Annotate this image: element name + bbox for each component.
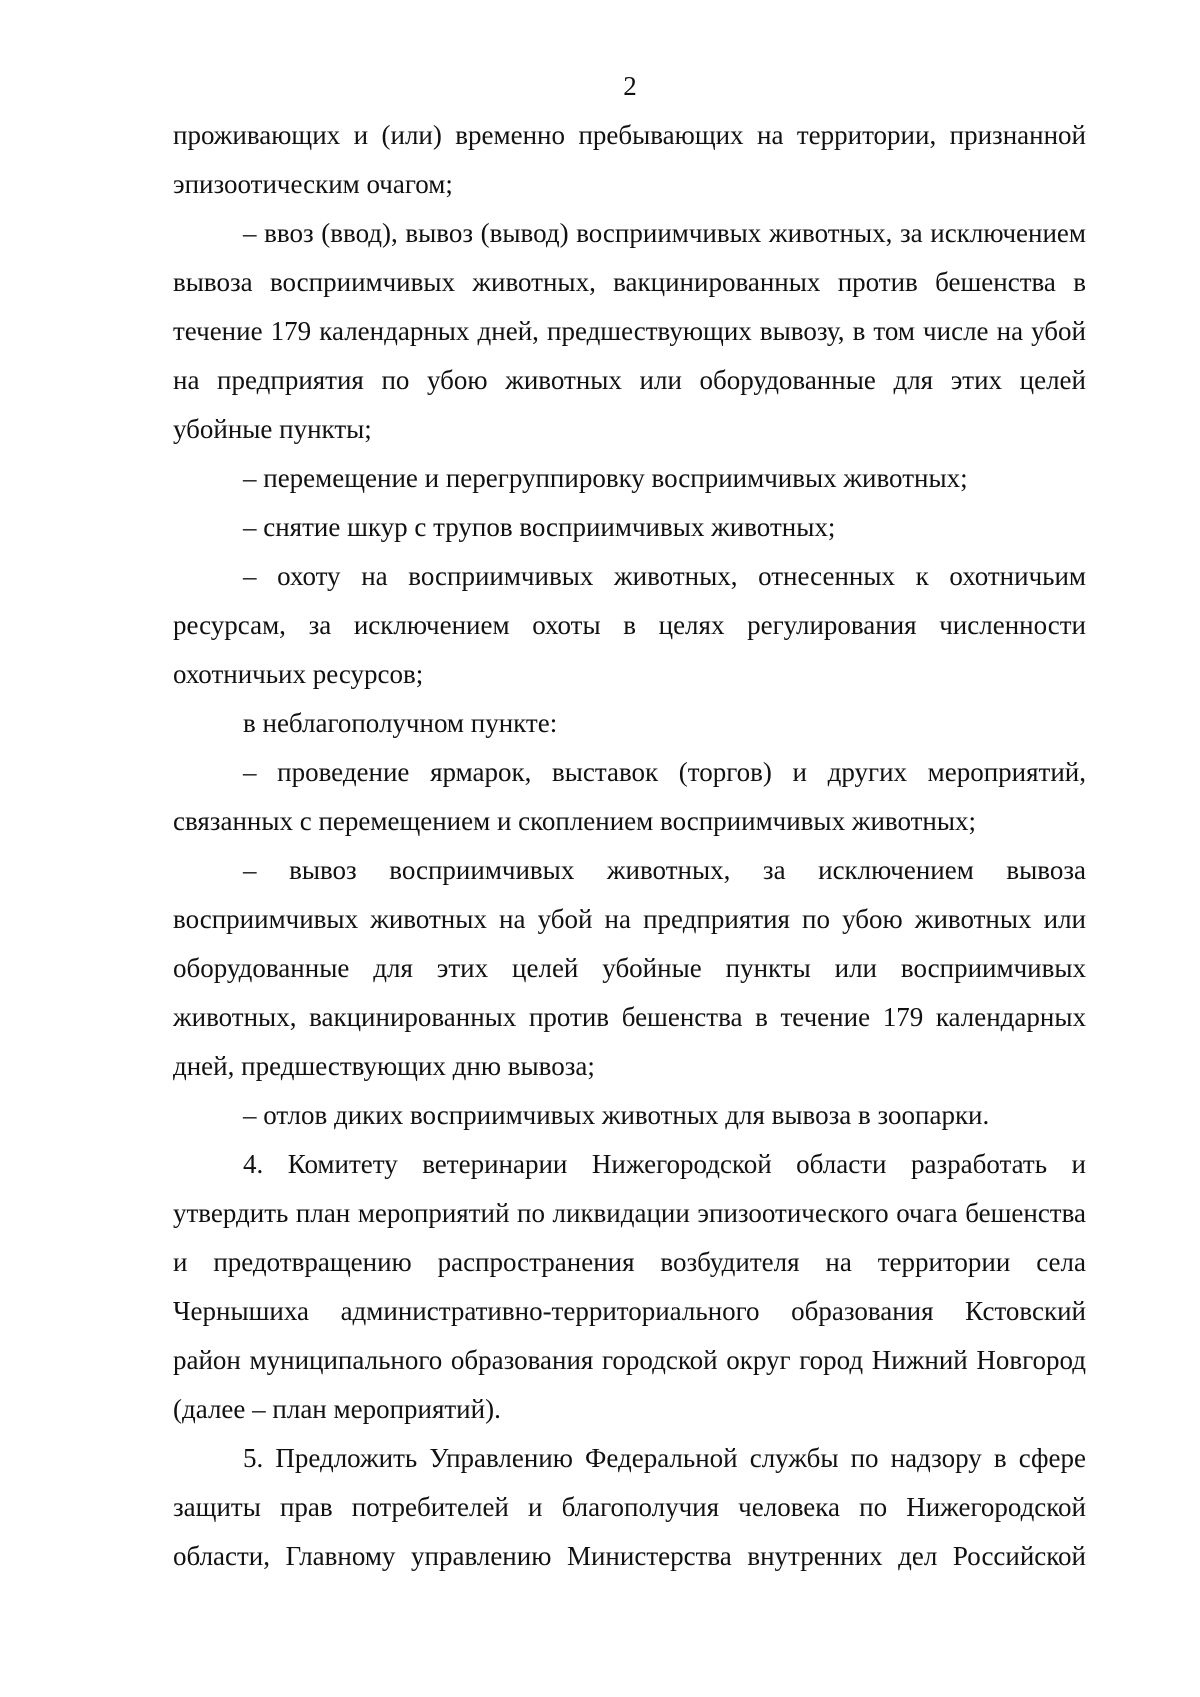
- paragraph-continuation: проживающих и (или) временно пребывающих на территории, признанной эпизоотическим очагом;: [173, 120, 1086, 199]
- list-item-capture: – отлов диких восприимчивых животных для вывоза в зоопарки.: [243, 1100, 990, 1130]
- list-item-skinning: – снятие шкур с трупов восприимчивых животных;: [243, 512, 836, 542]
- list-item-hunting: – охоту на восприимчивых животных, отнесенных к охотничьим ресурсам, за исключением охоты в целях регулирования численности охотничьих ресурсов;: [173, 561, 1086, 689]
- document-body: [173, 111, 1086, 1581]
- clause-4: 4. Комитету ветеринарии Нижегородской области разработать и утвердить план мероприятий по ликвидации эпизоотического очага бешенства и предотвращению распространения возбудителя на территории села Чернышиха административно-территориального образования Кстовский район муниципального образования городской округ город Нижний Новгород (далее – план мероприятий).: [173, 1149, 1086, 1424]
- clause-5: 5. Предложить Управлению Федеральной службы по надзору в сфере защиты прав потребителей и благополучия человека по Нижегородской области, Главному управлению Министерства внутренних дел Российской: [173, 1443, 1086, 1571]
- section-heading-unfavorable-point: в неблагополучном пункте:: [243, 708, 558, 738]
- list-item-regrouping: – перемещение и перегруппировку восприимчивых животных;: [243, 463, 968, 493]
- list-item-import-export: – ввоз (ввод), вывоз (вывод) восприимчивых животных, за исключением вывоза восприимчивых животных, вакцинированных против бешенства в течение 179 календарных дней, предшествующих вывозу, в том числе на убой на предприятия по убою животных или оборудованные для этих целей убойные пункты;: [173, 218, 1086, 444]
- page-number: 2: [623, 71, 637, 101]
- list-item-export: – вывоз восприимчивых животных, за исключением вывоза восприимчивых животных на убой на предприятия по убою животных или оборудованные для этих целей убойные пункты или восприимчивых животных, вакцинированных против бешенства в течение 179 календарных дней, предшествующих дню вывоза;: [173, 855, 1086, 1081]
- list-item-fairs: – проведение ярмарок, выставок (торгов) и других мероприятий, связанных с перемещением и скоплением восприимчивых животных;: [173, 757, 1086, 836]
